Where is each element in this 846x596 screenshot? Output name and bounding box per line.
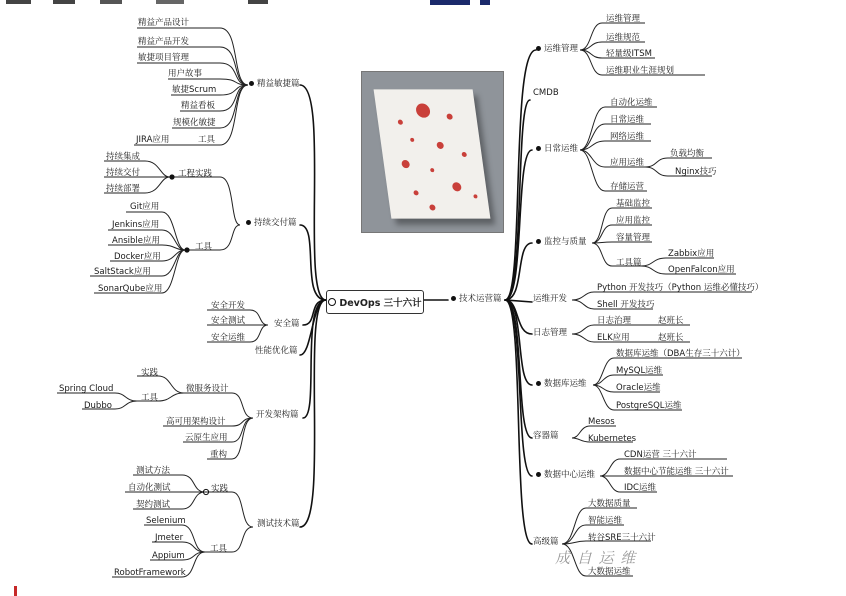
node-label[interactable]: SaltStack应用 — [94, 267, 151, 277]
node-label[interactable]: 大数据运维 — [588, 567, 631, 577]
node-label[interactable]: 规模化敏捷 — [173, 118, 216, 128]
node-label[interactable]: RobotFramework — [114, 568, 186, 578]
node-label[interactable]: 用户故事 — [168, 69, 203, 79]
node-label[interactable]: OpenFalcon应用 — [668, 265, 735, 275]
branch-log-management[interactable]: 日志管理 — [533, 328, 568, 338]
node-label[interactable]: 契约测试 — [136, 500, 171, 510]
node-label[interactable]: MySQL运维 — [616, 366, 663, 376]
branch-label: 持续交付篇 — [254, 218, 297, 228]
node-label[interactable]: 持续集成 — [106, 152, 141, 162]
node-label[interactable]: 持续部署 — [106, 184, 141, 194]
branch-label: 运维管理 — [544, 44, 579, 54]
node-label[interactable]: 网络运维 — [610, 132, 645, 142]
node-label[interactable]: PostgreSQL运维 — [616, 401, 682, 411]
branch-tech-ops[interactable] — [448, 294, 502, 305]
bullet-icon — [451, 296, 456, 301]
node-label[interactable]: 运维职业生涯规划 — [606, 66, 675, 76]
node-label[interactable]: 工具 — [198, 135, 216, 145]
node-label[interactable]: 应用监控 — [616, 216, 651, 226]
node-label[interactable]: 工具 — [210, 544, 228, 554]
node-label[interactable]: SonarQube应用 — [98, 284, 163, 294]
red-edge-mark — [14, 586, 17, 596]
branch-ops-management[interactable] — [533, 44, 578, 55]
top-strip — [0, 0, 846, 6]
bullet-icon — [536, 239, 541, 244]
node-label[interactable]: 持续交付 — [106, 168, 141, 178]
node-label[interactable]: JIRA应用 — [136, 135, 170, 145]
branch-database-ops[interactable] — [533, 379, 587, 390]
node-label[interactable]: 安全运维 — [211, 333, 246, 343]
node-label[interactable]: 日常运维 — [610, 115, 645, 125]
node-label[interactable]: Mesos — [588, 417, 615, 427]
node-label[interactable]: 工具 — [195, 242, 213, 252]
bullet-icon — [249, 81, 254, 86]
root-label: DevOps 三十六计 — [339, 298, 422, 309]
node-label[interactable]: 精益产品设计 — [138, 18, 190, 28]
node-label[interactable]: 微服务设计 — [186, 384, 229, 394]
node-label[interactable]: Ansible应用 — [112, 236, 160, 246]
node-label[interactable]: 测试方法 — [136, 466, 171, 476]
watermark: 成 自 运 维 — [555, 549, 637, 567]
node-label[interactable]: Dubbo — [84, 401, 112, 411]
branch-dev-architecture[interactable]: 开发架构篇 — [256, 410, 299, 420]
node-label[interactable]: 工具 — [141, 393, 159, 403]
branch-label: 技术运营篇 — [459, 294, 502, 304]
node-label[interactable]: Jmeter — [155, 533, 184, 543]
node-label[interactable]: 自动化运维 — [610, 98, 653, 108]
circle-icon — [328, 298, 336, 306]
node-label[interactable]: 自动化测试 — [128, 483, 171, 493]
node-label[interactable]: 敏捷项目管理 — [138, 53, 190, 63]
branch-datacenter-ops[interactable] — [533, 470, 595, 481]
node-label[interactable]: 安全测试 — [211, 316, 246, 326]
node-label[interactable]: 轻量级ITSM — [606, 49, 652, 59]
bullet-icon — [536, 46, 541, 51]
node-label[interactable]: ELK应用 — [597, 333, 630, 343]
branch-daily-ops[interactable] — [533, 144, 578, 155]
node-label[interactable]: 敏捷Scrum — [172, 85, 217, 95]
node-label[interactable]: 重构 — [210, 450, 228, 460]
node-label[interactable]: 实践 — [141, 368, 159, 378]
node-label[interactable]: 存储运营 — [610, 182, 645, 192]
branch-ops-dev[interactable]: 运维开发 — [533, 294, 568, 304]
node-label[interactable]: 精益产品开发 — [138, 37, 190, 47]
node-label[interactable]: Nginx技巧 — [675, 167, 717, 177]
node-label[interactable]: Selenium — [146, 516, 186, 526]
book-image — [374, 89, 491, 218]
branch-monitoring[interactable] — [533, 237, 587, 248]
bullet-icon — [536, 146, 541, 151]
node-label[interactable]: Python 开发技巧（Python 运维必懂技巧） — [597, 283, 764, 293]
branch-advanced[interactable]: 高级篇 — [533, 537, 559, 547]
bullet-icon — [246, 220, 251, 225]
node-label[interactable]: Zabbix应用 — [668, 249, 715, 259]
node-label[interactable]: 基础监控 — [616, 199, 651, 209]
node-label[interactable]: Shell 开发技巧 — [597, 300, 655, 310]
node-label[interactable]: 应用运维 — [610, 158, 645, 168]
node-label[interactable]: Git应用 — [130, 202, 160, 212]
node-label[interactable]: 工程实践 — [178, 169, 213, 179]
node-label[interactable]: Docker应用 — [114, 252, 161, 262]
node-label[interactable]: 运维管理 — [606, 14, 641, 24]
node-label[interactable]: 实践 — [211, 484, 229, 494]
node-label[interactable]: 大数据质量 — [588, 499, 631, 509]
node-label[interactable]: Kubernetes — [588, 434, 637, 444]
branch-security[interactable]: 安全篇 — [274, 319, 300, 329]
node-label[interactable]: 工具篇 — [616, 258, 642, 268]
node-label[interactable]: CDN运营 三十六计 — [624, 450, 697, 460]
node-label[interactable]: 智能运维 — [588, 516, 623, 526]
node-label[interactable]: Oracle运维 — [616, 383, 661, 393]
root-node[interactable] — [326, 290, 424, 314]
node-label[interactable]: 数据库运维（DBA生存三十六计） — [616, 349, 745, 359]
branch-label: 精益敏捷篇 — [257, 79, 300, 89]
node-label[interactable]: 云原生应用 — [185, 433, 228, 443]
bullet-icon — [536, 381, 541, 386]
branch-label: 数据中心运维 — [544, 470, 596, 480]
branch-continuous-delivery[interactable] — [243, 218, 297, 229]
branch-label: 监控与质量 — [544, 237, 587, 247]
branch-label: 日常运维 — [544, 144, 579, 154]
node-label[interactable]: 容量管理 — [616, 233, 651, 243]
book-cover-photo — [361, 71, 504, 233]
branch-performance[interactable]: 性能优化篇 — [255, 346, 298, 356]
node-label[interactable]: 运维规范 — [606, 33, 641, 43]
node-label[interactable]: IDC运维 — [624, 483, 656, 493]
node-label[interactable]: 精益看板 — [181, 101, 216, 111]
node-label[interactable]: Jenkins应用 — [112, 220, 160, 230]
node-label[interactable]: 转谷SRE三十六计 — [588, 533, 656, 543]
node-label[interactable]: 高可用架构设计 — [166, 417, 226, 427]
branch-testing[interactable]: 测试技术篇 — [257, 519, 300, 529]
node-label[interactable]: Appium — [152, 551, 185, 561]
branch-container[interactable]: 容器篇 — [533, 431, 559, 441]
branch-lean-agile[interactable] — [246, 79, 300, 90]
node-label[interactable]: 负载均衡 — [670, 149, 705, 159]
node-owner: 赵班长 — [658, 316, 684, 326]
branch-label: 数据库运维 — [544, 379, 587, 389]
node-label[interactable]: 数据中心节能运维 三十六计 — [624, 467, 729, 477]
node-label[interactable]: 日志治理 — [597, 316, 632, 326]
node-cmdb[interactable]: CMDB — [533, 88, 559, 98]
node-label[interactable]: Spring Cloud — [59, 384, 114, 394]
node-label[interactable]: 安全开发 — [211, 301, 246, 311]
bullet-icon — [536, 472, 541, 477]
node-owner: 赵班长 — [658, 333, 684, 343]
